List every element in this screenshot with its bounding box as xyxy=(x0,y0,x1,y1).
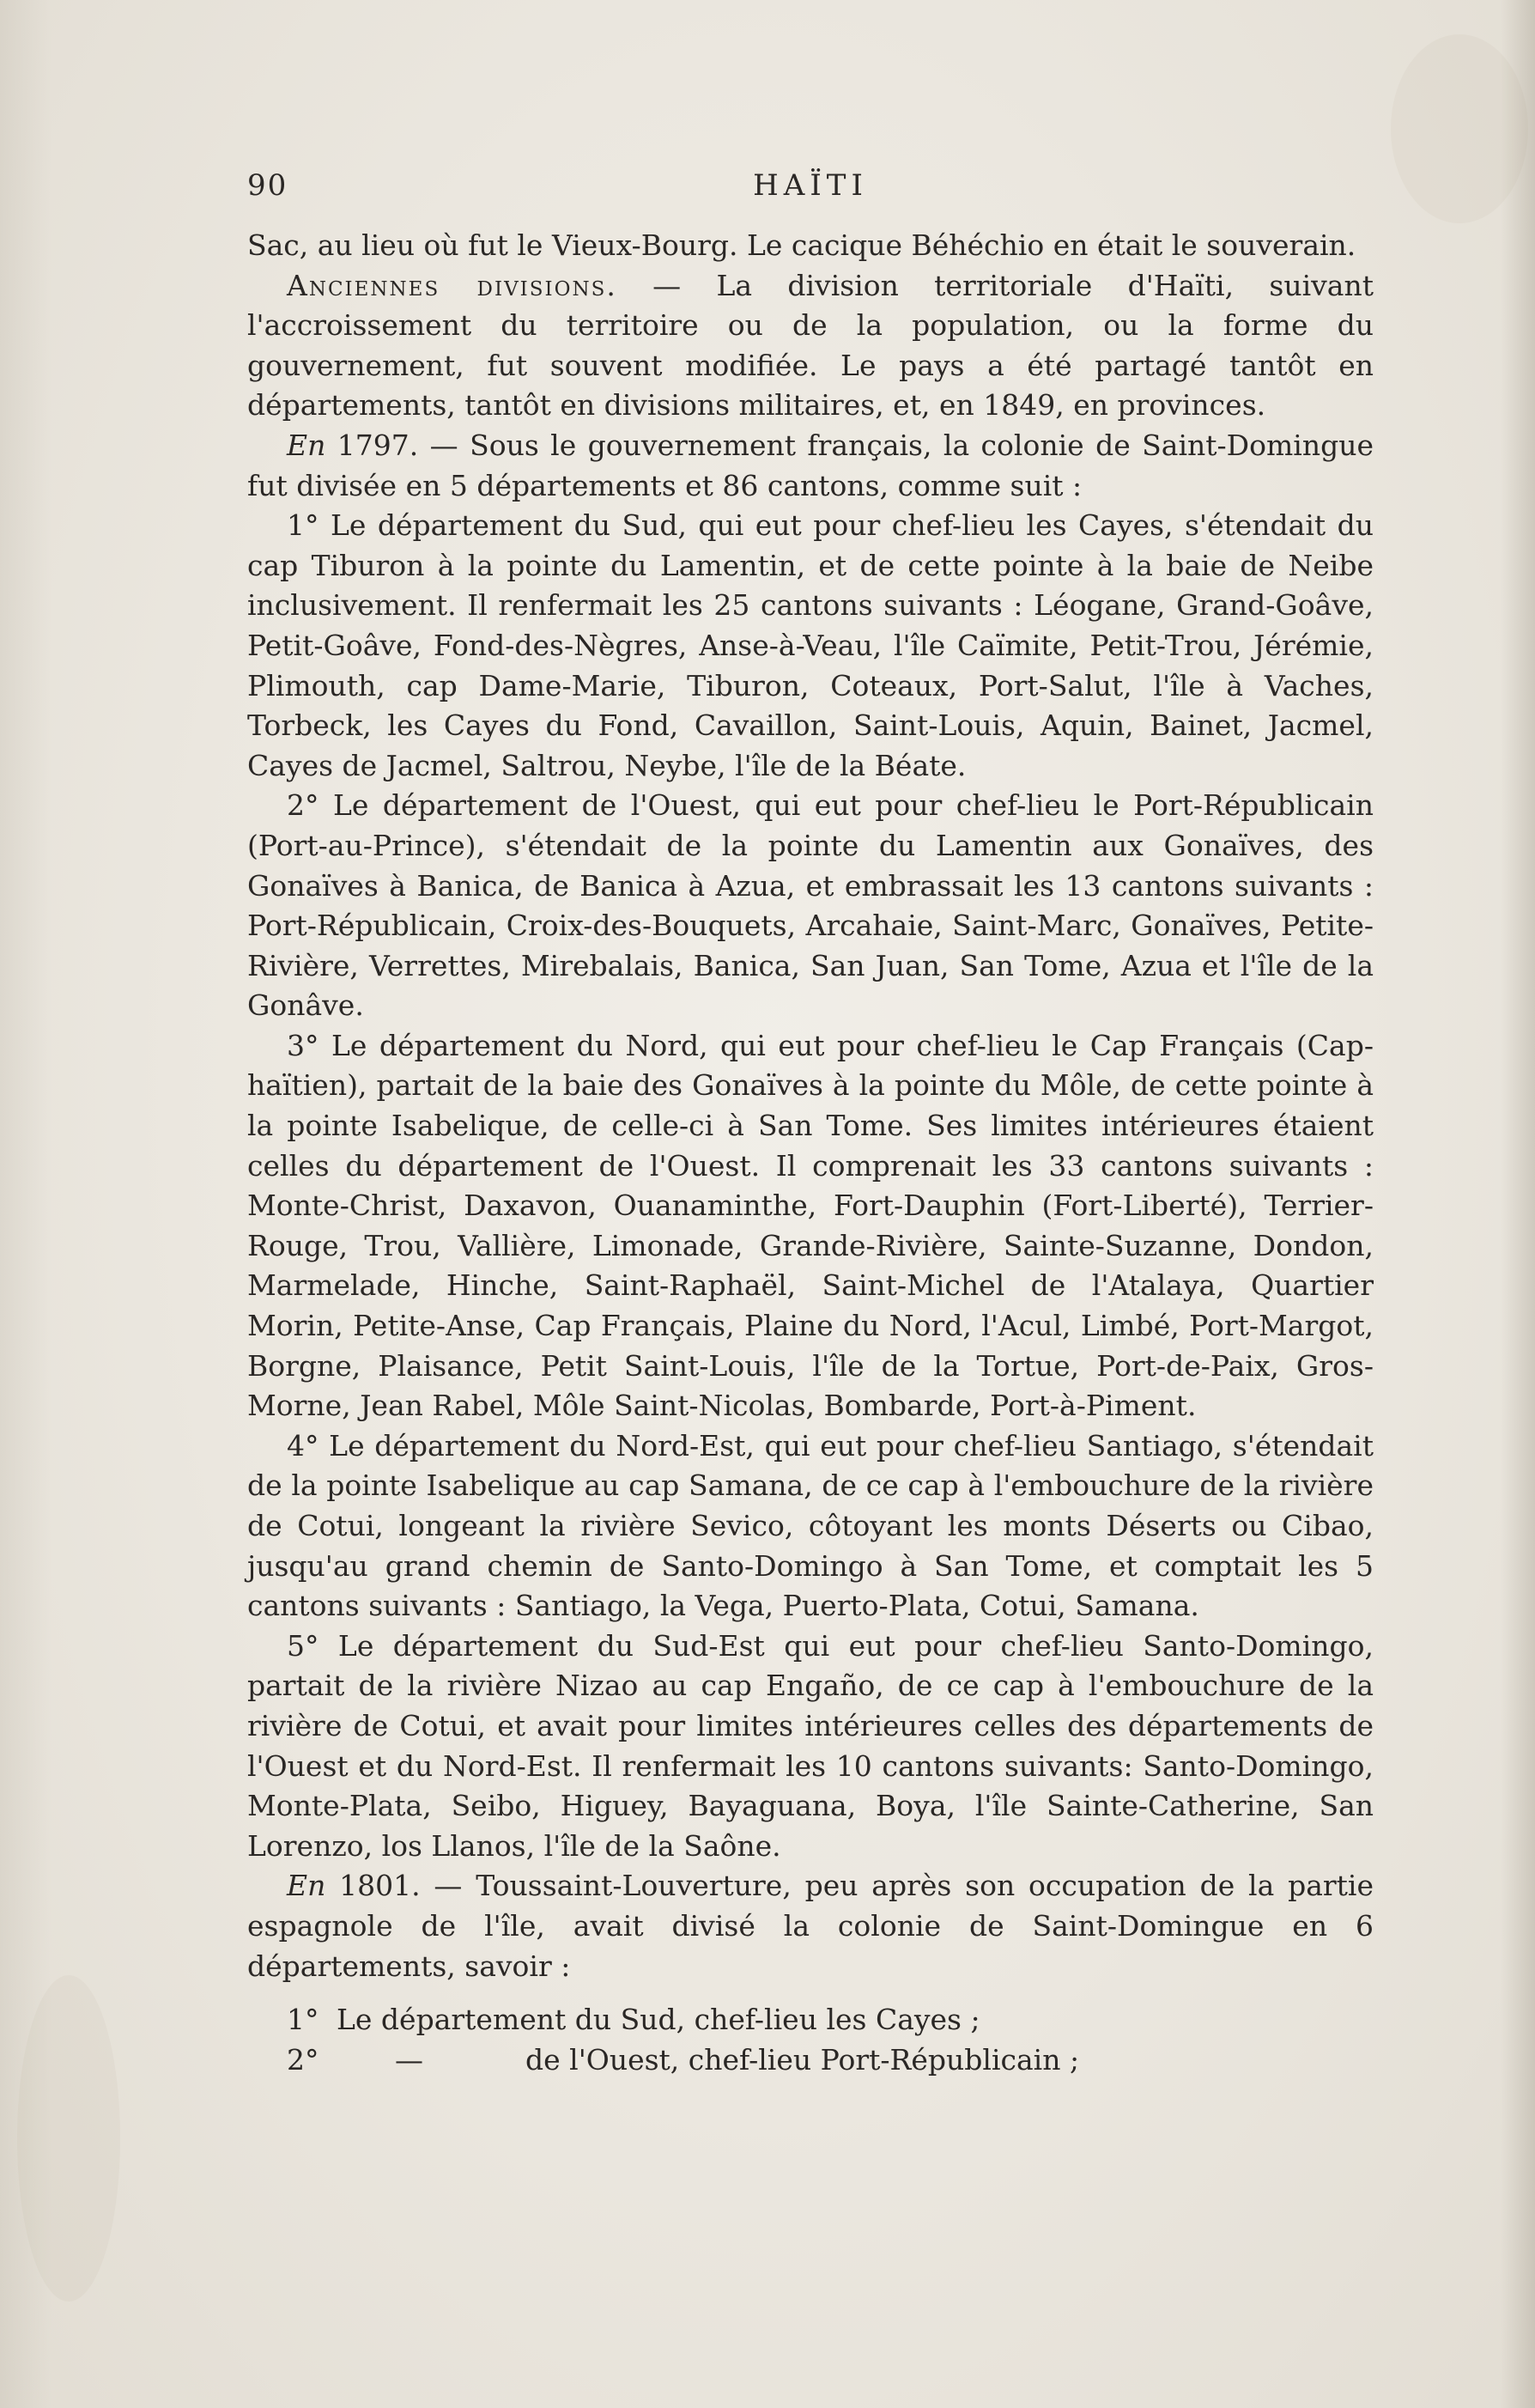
section-heading: En xyxy=(287,1869,326,1903)
list-item-number: 2° xyxy=(287,2042,319,2077)
paper-stain xyxy=(1391,34,1528,223)
list-item-text: Le département du Sud, chef-lieu les Cayes ; xyxy=(337,2003,980,2037)
list-item-dash: — xyxy=(395,2042,423,2077)
list-item xyxy=(247,2040,1374,2081)
paragraph-1: Sac, au lieu où fut le Vieux-Bourg. Le cacique Béhéchio en était le souverain. xyxy=(247,228,1356,262)
paragraph-text: — La division territoriale d'Haïti, suivant l'accroissement du territoire ou de la population, ou la forme du gouvernement, fut souvent modifiée. Le pays a été partagé tantôt en départements, tantôt en divisions militaires, et, en 1849, en provinces. xyxy=(247,268,1374,423)
paragraph-anciennes-divisions xyxy=(247,266,1374,426)
section-heading: En xyxy=(287,428,326,462)
list-item-number: 1° xyxy=(287,2003,319,2037)
paragraph-departement-sud-est: 5° Le département du Sud-Est qui eut pour chef-lieu Santo-Domingo, partait de la rivière Nizao au cap Engaño, de ce cap à l'embouchure de la rivière de Cotui, et avait pour limites intérieures celles des départements de l'Ouest et du Nord-Est. Il renfermait les 10 cantons suivants: Santo-Domingo, Monte-Plata, Seibo, Higuey, Bayaguana, Boya, l'île Sainte-Catherine, San Lorenzo, los Llanos, l'île de la Saône. xyxy=(247,1628,1374,1863)
page-header xyxy=(247,168,1374,206)
paragraph-text: 1801. — Toussaint-Louverture, peu après son occupation de la partie espagnole de l'île, avait divisé la colonie de Saint-Domingue en 6 départements, savoir : xyxy=(247,1869,1374,1983)
department-list xyxy=(247,2000,1374,2080)
paragraph-departement-nord-est: 4° Le département du Nord-Est, qui eut pour chef-lieu Santiago, s'étendait de la pointe Isabelique au cap Samana, de ce cap à l'embouchure de la rivière de Cotui, longeant la rivière Sevico, côtoyant les monts Déserts ou Cibao, jusqu'au grand chemin de Santo-Domingo à San Tome, et comptait les 5 cantons suivants : Santiago, la Vega, Puerto-Plata, Cotui, Samana. xyxy=(247,1428,1374,1623)
paragraph-departement-sud: 1° Le département du Sud, qui eut pour chef-lieu les Cayes, s'étendait du cap Tiburon à la pointe du Lamentin, et de cette pointe à la baie de Neibe inclusivement. Il renfermait les 25 cantons suivants : Léogane, Grand-Goâve, Petit-Goâve, Fond-des-Nègres, Anse-à-Veau, l'île Caïmite, Petit-Trou, Jérémie, Plimouth, cap Dame-Marie, Tiburon, Coteaux, Port-Salut, l'île à Vaches, Torbeck, les Cayes du Fond, Cavaillon, Saint-Louis, Aquin, Bainet, Jacmel, Cayes de Jacmel, Saltrou, Neybe, l'île de la Béate. xyxy=(247,508,1374,782)
page-right-shadow xyxy=(1501,0,1535,2408)
paper-stain xyxy=(17,1975,120,2302)
paragraph-en-1801 xyxy=(247,1866,1374,1986)
paragraph-en-1797 xyxy=(247,426,1374,506)
paragraph-departement-ouest: 2° Le département de l'Ouest, qui eut pour chef-lieu le Port-Républicain (Port-au-Prince), s'étendait de la pointe du Lamentin aux Gonaïves, des Gonaïves à Banica, de Banica à Azua, et embrassait les 13 cantons suivants : Port-Républicain, Croix-des-Bouquets, Arcahaie, Saint-Marc, Gonaïves, Petite-Rivière, Verrettes, Mirebalais, Banica, San Juan, San Tome, Azua et l'île de la Gonâve. xyxy=(247,788,1374,1023)
paragraph-departement-nord: 3° Le département du Nord, qui eut pour chef-lieu le Cap Français (Cap-haïtien), partait de la baie des Gonaïves à la pointe du Môle, de cette pointe à la pointe Isabelique, de celle-ci à San Tome. Ses limites intérieures étaient celles du département de l'Ouest. Il comprenait les 33 cantons suivants : Monte-Christ, Daxavon, Ouanaminthe, Fort-Dauphin (Fort-Liberté), Terrier-Rouge, Trou, Vallière, Limonade, Grande-Rivière, Sainte-Suzanne, Dondon, Marmelade, Hinche, Saint-Raphaël, Saint-Michel de l'Atalaya, Quartier Morin, Petite-Anse, Cap Français, Plaine du Nord, l'Acul, Limbé, Port-Margot, Borgne, Plaisance, Petit Saint-Louis, l'île de la Tortue, Port-de-Paix, Gros-Morne, Jean Rabel, Môle Saint-Nicolas, Bombarde, Port-à-Piment. xyxy=(247,1028,1374,1423)
section-heading: Anciennes divisions. xyxy=(287,268,617,302)
page-number: 90 xyxy=(247,168,288,203)
running-title: HAÏTI xyxy=(753,168,868,203)
list-item xyxy=(247,2000,1374,2040)
paragraph-text: 1797. — Sous le gouvernement français, la colonie de Saint-Domingue fut divisée en 5 départements et 86 cantons, comme suit : xyxy=(247,428,1374,502)
body-text xyxy=(247,226,1374,2080)
list-item-text: de l'Ouest, chef-lieu Port-Républicain ; xyxy=(525,2042,1080,2077)
